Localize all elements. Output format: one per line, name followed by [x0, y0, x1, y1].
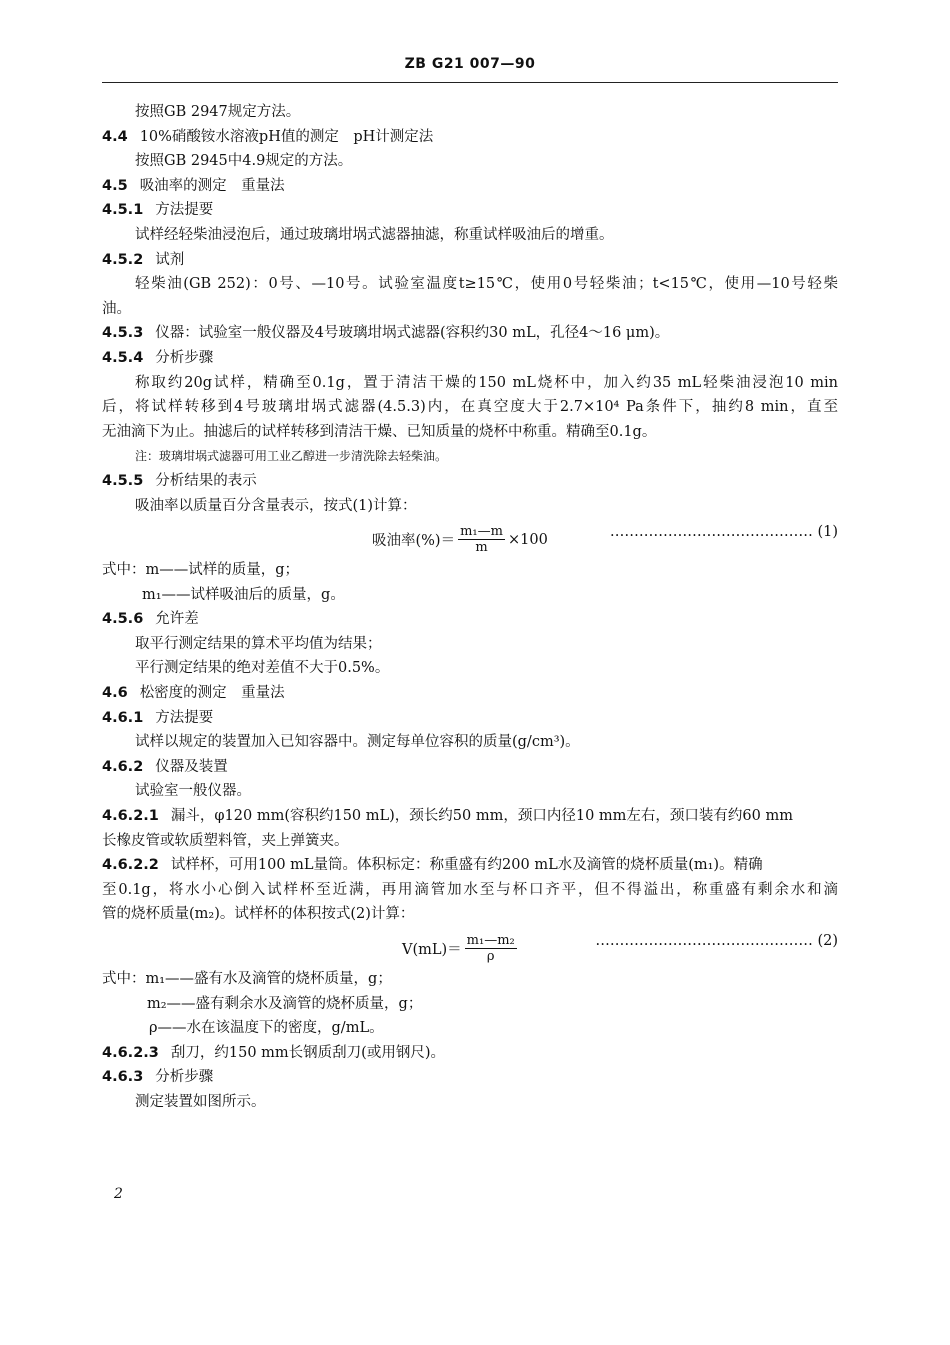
- page-number: 2: [114, 1186, 123, 1202]
- formula-fraction: [458, 524, 505, 555]
- section-title: 方法提要: [155, 709, 214, 726]
- section-heading-4-6-2-2: [102, 853, 838, 878]
- section-title: 试剂: [155, 251, 185, 268]
- section-text: 刮刀，约150 mm长钢质刮刀(或用钢尺)。: [170, 1044, 445, 1061]
- section-heading-4-5-2: [102, 248, 838, 273]
- paragraph-line: 至0.1g，将水小心倒入试样杯至近满，再用滴管加水至与杯口齐平，但不得溢出，称重盛有剩余水和滴: [102, 881, 838, 898]
- paragraph-line: 油。: [102, 300, 131, 317]
- section-title: 分析步骤: [155, 1069, 214, 1086]
- paragraph-line: 试样经轻柴油浸泡后，通过玻璃坩埚式滤器抽滤，称重试样吸油后的增重。: [135, 226, 614, 243]
- paragraph-line: 平行测定结果的绝对差值不大于0.5%。: [135, 660, 390, 677]
- paragraph-line: 吸油率以质量百分含量表示，按式(1)计算：: [135, 497, 417, 514]
- variable-definition: m₁——试样吸油后的质量，g。: [142, 586, 345, 603]
- paragraph-line: 按照GB 2947规定方法。: [135, 104, 301, 120]
- section-title: 松密度的测定 重量法: [139, 685, 285, 702]
- variable-definition: ρ——水在该温度下的密度，g/mL。: [149, 1020, 384, 1037]
- section-heading-4-5-1: [102, 198, 838, 223]
- section-number: 4.6.2.3: [102, 1044, 159, 1061]
- paragraph-line: 测定装置如图所示。: [135, 1093, 266, 1110]
- section-title: 允许差: [155, 611, 199, 628]
- fraction-denominator: ρ: [486, 949, 495, 964]
- section-heading-4-5: [102, 174, 838, 199]
- formula-fraction: [465, 933, 517, 964]
- variable-definition: 式中：m₁——盛有水及滴管的烧杯质量，g；: [102, 971, 392, 987]
- section-number: 4.6: [102, 685, 128, 702]
- formula-rhs: ×100: [507, 531, 548, 548]
- section-heading-4-5-6: [102, 607, 838, 632]
- formula-2: [102, 927, 838, 967]
- section-title: 方法提要: [155, 202, 214, 219]
- section-title: 10%硝酸铵水溶液pH值的测定 pH计测定法: [139, 128, 434, 145]
- paragraph-line: 按照GB 2945中4.9规定的方法。: [135, 153, 353, 170]
- section-text: 漏斗，φ120 mm(容积约150 mL)，颈长约50 mm，颈口内径10 mm左右，颈口装有约60 mm: [170, 808, 793, 825]
- section-number: 4.5.3: [102, 325, 144, 342]
- section-title: 分析步骤: [155, 349, 214, 366]
- section-heading-4-6: [102, 681, 838, 706]
- section-heading-4-6-2-3: [102, 1041, 838, 1066]
- section-heading-4-5-4: [102, 346, 838, 371]
- variable-definition: m₂——盛有剩余水及滴管的烧杯质量，g；: [147, 995, 423, 1012]
- paragraph-line: 试样以规定的装置加入已知容器中。测定每单位容积的质量(g/cm³)。: [135, 734, 580, 751]
- paragraph-line: 管的烧杯质量(m₂)。试样杯的体积按式(2)计算：: [102, 906, 415, 923]
- section-title: 仪器及装置: [155, 758, 228, 775]
- section-heading-4-6-2-1: [102, 804, 838, 829]
- section-text: 试样杯，可用100 mL量筒。体积标定：称重盛有约200 mL水及滴管的烧杯质量(m₁)。精确: [170, 857, 763, 874]
- section-heading-4-6-1: [102, 706, 838, 731]
- section-number: 4.6.2.1: [102, 808, 159, 825]
- formula-1: [102, 518, 838, 558]
- section-number: 4.6.2.2: [102, 857, 159, 874]
- section-number: 4.5.2: [102, 251, 144, 268]
- section-number: 4.5.5: [102, 472, 144, 489]
- section-number: 4.6.3: [102, 1069, 144, 1086]
- formula-number: …………………………………… (1): [609, 524, 838, 541]
- section-heading-4-5-5: [102, 469, 838, 494]
- section-heading-4-4: [102, 125, 838, 150]
- variable-definition: 式中：m——试样的质量，g；: [102, 562, 300, 579]
- section-title: 分析结果的表示: [155, 472, 257, 489]
- header-rule: [102, 82, 838, 83]
- section-number: 4.5: [102, 177, 128, 194]
- section-number: 4.4: [102, 128, 128, 145]
- section-title: 吸油率的测定 重量法: [139, 177, 285, 194]
- section-number: 4.5.4: [102, 349, 144, 366]
- section-number: 4.6.2: [102, 758, 144, 775]
- section-heading-4-6-3: [102, 1065, 838, 1090]
- paragraph-line: 无油滴下为止。抽滤后的试样转移到清洁干燥、已知质量的烧杯中称重。精确至0.1g。: [102, 423, 657, 440]
- paragraph-line: 称取约20g试样，精确至0.1g，置于清洁干燥的150 mL烧杯中，加入约35 mL轻柴油浸泡10 min: [135, 374, 838, 391]
- section-number: 4.6.1: [102, 709, 144, 726]
- paragraph-line: 取平行测定结果的算术平均值为结果；: [135, 635, 382, 652]
- fraction-numerator: m₁—m: [460, 524, 503, 540]
- note-line: 注：玻璃坩埚式滤器可用工业乙醇进一步清洗除去轻柴油。: [135, 449, 448, 464]
- formula-lhs: 吸油率(%)＝: [372, 533, 456, 550]
- fraction-denominator: m: [475, 540, 488, 556]
- document-code-header: ZB G21 007—90: [404, 56, 536, 72]
- section-text: 仪器：试验室一般仪器及4号玻璃坩埚式滤器(容积约30 mL，孔径4～16 μm)。: [155, 325, 670, 342]
- section-heading-4-6-2: [102, 755, 838, 780]
- paragraph-line: 长橡皮管或软质塑料管，夹上弹簧夹。: [102, 832, 349, 849]
- section-number: 4.5.6: [102, 611, 144, 628]
- formula-lhs: V(mL)＝: [402, 942, 462, 958]
- document-body: [102, 100, 838, 1115]
- formula-number: ……………………………………… (2): [595, 933, 838, 949]
- paragraph-line: 轻柴油(GB 252)：0号、—10号。试验室温度t≥15℃，使用0号轻柴油；t<15℃，使用—10号轻柴: [135, 276, 838, 293]
- paragraph-line: 后，将试样转移到4号玻璃坩埚式滤器(4.5.3)内，在真空度大于2.7×10⁴ Pa条件下，抽约8 min，直至: [102, 399, 838, 416]
- paragraph-line: 试验室一般仪器。: [135, 783, 251, 800]
- fraction-numerator: m₁—m₂: [466, 933, 515, 948]
- section-heading-4-5-3: [102, 321, 838, 346]
- section-number: 4.5.1: [102, 202, 144, 219]
